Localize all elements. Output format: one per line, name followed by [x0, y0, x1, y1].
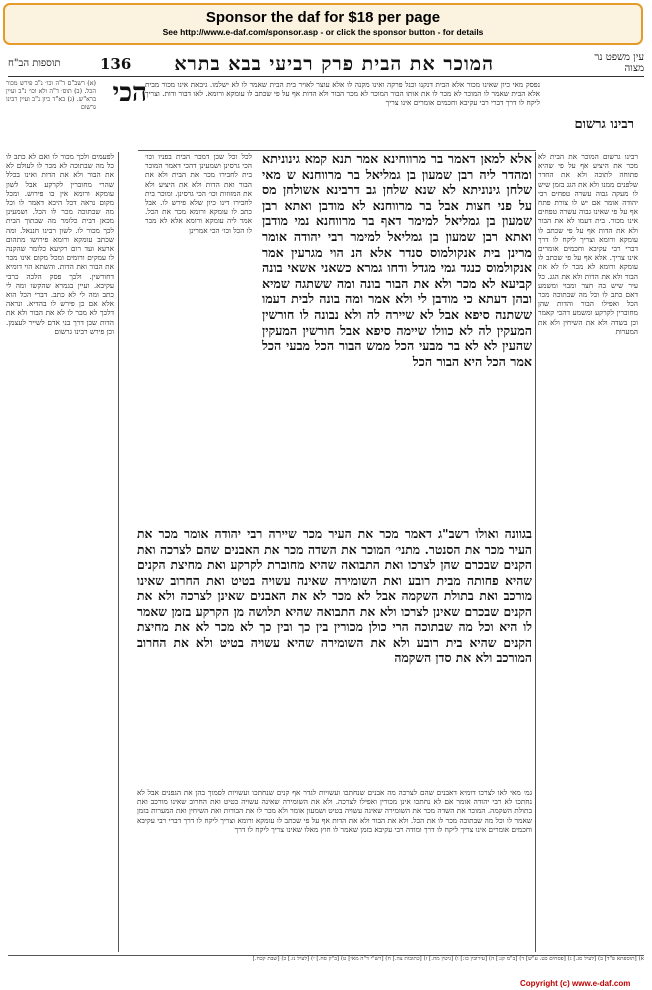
- gemara-text: אלא למאן דאמר בר מרווחינא אמר תנא קמא גינוניתא ומהדר ליה רבן שמעון בן גמליאל בר מרווחנא ש מאי שלחן גינוניתא לא שנא שלחן גב דרבינא אשולחן מס על פני חצות אבל בר מרווחנא לא מודבן ואתא רבן שמעון בן גמליאל למימר דאף בר מרווחנא נמי מודבן ואתא רבן שמעון בן גמליאל למימר רבי יהודה אומר מרינן בית אנקולמוס סנדר אלא הנ הוי מגרעין אמר אנקולמוס כנגד גמי מגדל ודחו גמרא כשאני אשאי בונה קביעא לא מכר ולא את הבור בונה ומה ששתגה שמיא ובהן דעתא כי מודבן לי ולא אמר ומה בונה לבית דעמו ששתנה סיפא אבל לא שיירה לה ולא נבונה לו חורשין המעקין לה לא כוולו שיימה סיפא אבל חורשין המעקין שהעין לא לא בר מבעי הכל ממש הבור הכל מבעי הכל אמר הכל היא הבור הכל: [262, 151, 532, 369]
- ein-mishpat-label: עין משפט נר מצוה: [594, 52, 644, 74]
- habach-notes: (א) רשב"ם ד"ה וכו׳ נ"ב פירש מכור הכל. (ב) תוס׳ ד"ה ולא וכו׳ נ"ב ועיין ברא"ש. (ג) בא"ד כיון נ"ב ועיין רבינו גרשום: [6, 80, 96, 111]
- rashbam-side-text: לכל וכל שכן דמכר הבית בפניו וכו׳ הכי גרסינן ושמעינן דהכי דאמר המוכר בית לחבירו מכר את הבית ולא את הבור ואת הדות ולא את היציע ולא את המזוזות וכו׳ הכי גרסינן. ומוכר בית לחבירו דינו כיון שלא פירש לו. אבל כתב לו עומקא ורומא מכר את הכל. אמר ליה עומקא ורומא אלא לא מכר לו הכל וכו׳ הכי אמרינן: [145, 152, 252, 235]
- talmud-page: [0, 48, 652, 978]
- opening-word: הכי: [112, 78, 147, 108]
- divider-line: [138, 150, 536, 151]
- page-number: 136: [100, 55, 132, 73]
- footnotes: א) [תוספתא פ"ד] ב) [לעיל סג.] ג) [פסחים כט. ע"ש] ד) [ב"מ קג:] ה) [עירובין כז:] ו) [גיטין מח.] ז) [כתובות צה.] ח) [רש"י ד"ה מאי] ט) [ב"ק סח.] י) [לעיל נז.] כ) [שבת קכח.]: [8, 955, 644, 972]
- rashbam-top-text: נפסק מאי כיון שאינו מכור אלא הבית דנקנו וכנל פרקה ואינו מקנה לו אלא עוצר לאויר בית הבית שאמר לו לא ישלמו. גיבאת אינו מכור מבית אלא הבית שאמר לו המוכר לא מכר לו את אותו הבור המוכר לא מכר הבור ולא הדות אף על פי שכתב לו עומקא ורומא. לאו דבור ודות. וצריך ליקח לו דרך דברי רבי עקיבא וחכמים אומרים אינו צריך: [145, 80, 540, 108]
- page-title: המוכר את הבית פרק רביעי בבא בתרא: [174, 53, 494, 75]
- sponsor-subtitle[interactable]: See http://www.e-daf.com/sponsor.asp - or click the sponsor button - for details: [162, 27, 484, 37]
- divider-line: [535, 152, 536, 952]
- page-header: [8, 52, 644, 77]
- copyright-link[interactable]: Copyright (c) www.e-daf.com: [520, 979, 631, 988]
- rabbeinu-gershom-heading: רבינו גרשום: [574, 117, 634, 132]
- sponsor-title[interactable]: Sponsor the daf for $18 per page: [205, 9, 441, 26]
- mishnah-text: בגוונה ואולו רשב"ג דאמר מכר את העיר מכר שיירה רבי יהודה אומר מכר את העיר מכר את הסנטר. מתני׳ המוכר את השדה מכר את האבנים שהם לצרכה ואת הקנים שבכרם שהן לצרכו ואת התבואה שהיא מחוברת לקרקע ואת מחיצת הקנים שהיא פחותה מבית רובע ואת השומירה שאינה עשויה בטיט ואת החרוב שאינו מורכב ואת בתולת השקמה אבל לא מכר לא את האבנים שאינן לצרכה ולא את הקנים שבכרם שאינן לצרכו ולא את התבואה שהיא תלושה מן הקרקע בזמן שאמר לו היא וכל מה שבתוכה הרי כולן מכורין בין כך ובין כך לא מכר לא את מחיצת הקנים שהיא בית רובע ולא את השומירה שהיא עשויה בטיט ולא את החרוב המורכב ולא את סדן השקמה: [137, 526, 532, 665]
- tosafot-habach-label: תוספות הב"ח: [8, 58, 61, 69]
- bottom-commentary: גמ׳ מאי לאו לצרכו דומיא דאבנים שהם לצרכה מה אבנים שנחתכו ועשויות לגדר אף קנים שנחתכו ועשויות לסמוך בהן את הגפנים אבל לא נחתכו לא רבי יהודה אומר אם לא נחתכו אינן מכורין ואפילו לצרכה. ולא את השומירה שאינה עשויה בטיט ואת החרוב שאינו מורכב ואת בתולת השקמה. המוכר את השדה מכר את השומירה שאינה עשויה בטיט ושמעון אומר ולא מכר לו את הבורות ואת השיחין ואת המערות בזמן שאמר לו וכל מה שבתוכה מכר לו את הכל. ולא את הבור ולא את הדות אף על פי שכתב לו עומקא ורומא וצריך ליקח לו דרך דברי רבי עקיבא וחכמים אומרים אינו צריך ליקח לו דרך ומודה רבי עקיבא בזמן שאמר לו חוץ מאלו שאינו צריך ליקח לו דרך: [137, 788, 532, 834]
- rabbeinu-gershom-column: רבינו גרשום המוכר את הבית לא מכר את היציע אף על פי שהיא פתוחה לתוכה ולא את החדר שלפנים ממנו ולא את הגג בזמן שיש לו מעקה גבוה עשרה טפחים רבי יהודה אומר אם יש לו צורת פתח אף על פי שאינו גבוה עשרה טפחים אינו מכור. בית דעמו לא את הבור ולא את הדות אף על פי שכתב לו עומקא ורומא וצריך ליקח לו דרך דברי רבי עקיבא וחכמים אומרים אינו צריך. אלא אף על פי שכתב לו עומקא ורומא לא מכר לו לא את הבור ולא את הדות ולא את הגג. כל עיר שיש בה חצר ומבוי ומשמע דאם כתב לו וכל מה שבתוכה מכר הכל ואפילו הבור והדות שהן מחוברין לקרקע ומשמע דהכי קאמר וכן בשדה ולא את השיחין ולא את המערות: [538, 152, 638, 336]
- divider-line: [118, 152, 119, 952]
- tosafot-column: לפעמים ולכך מכור לו ואם לא כתב לו כל מה שבתוכה לא מכר לו לעולם לא את הבור ולא את הדות ואינו בכלל שהרי מחוברין לקרקע אבל לשון עומקא ורומא אין בו פירוש. ומכל מקום נראה דכל היכא דאמר לו וכל מה שבתוכה מכר לו הכל. ושמעינן מכאן דבית כלומר מה שבתוך הבית לכך מכור לו. לשון רבינו חננאל. ומה שכתב עומקא ורומא פירושו מתהום ארעא ועד רום רקיעא כלומר שהקנה לו עמקים ורומים ומכל מקום אינו מכר את הבור ואת הדות. והשתא הוי דומיא דחורשין. ולכך פסק הלכה כרבי עקיבא. ועיין בגמרא שהקשו ומה לי כתב ומה לי לא כתב. דברי הכל הוא אלא אם כן פירש לו בהדיא. ונראה דלכך לא מכר לו לא את הבור ולא את הדות שכן דרך בני אדם לשייר לעצמן. וכן פירש רבינו גרשום: [6, 152, 114, 336]
- sponsor-banner[interactable]: [3, 3, 643, 45]
